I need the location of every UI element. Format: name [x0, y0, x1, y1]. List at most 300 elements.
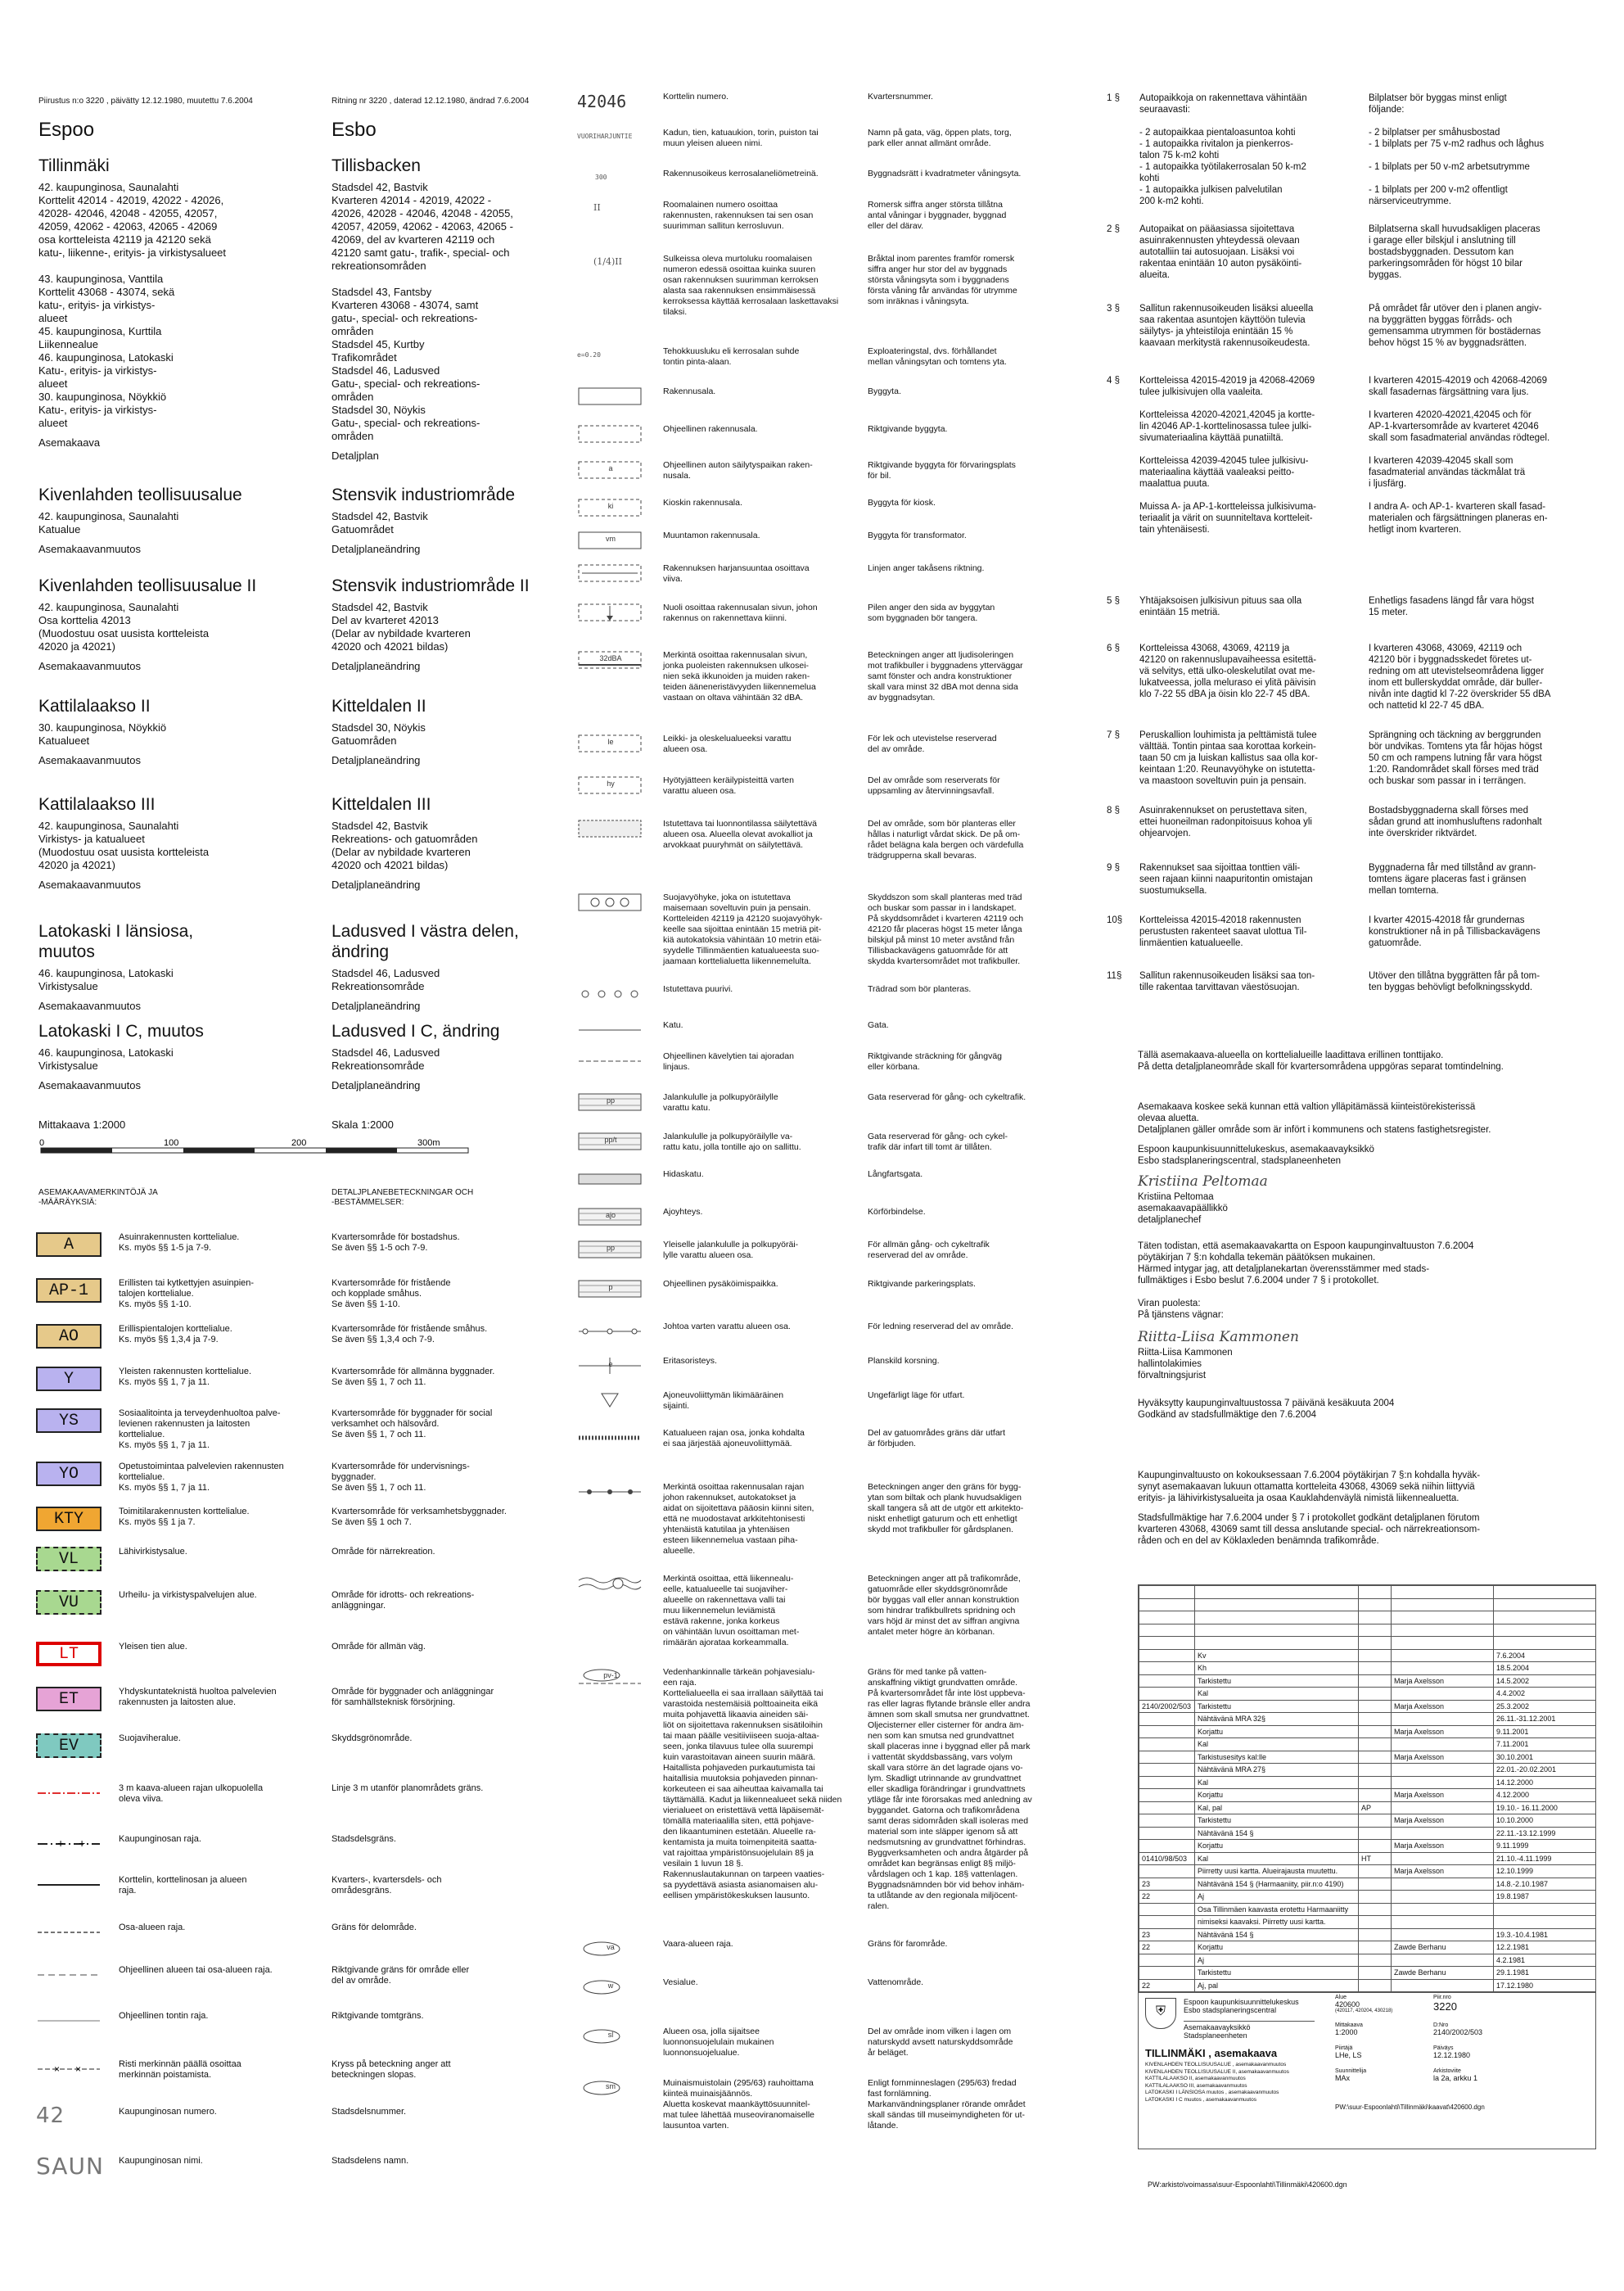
zone-row [0, 1590, 532, 1623]
revision-row [1139, 1637, 1596, 1650]
zone-desc-fi: Urheilu- ja virkistyspalvelujen alue. [119, 1590, 257, 1600]
mark-desc-sv: Exploateringstal, dvs. förhållandet mellan våningsytan och tomtens yta. [868, 346, 1007, 367]
revision-cell: Kal [1195, 1738, 1359, 1751]
area-body: 42. kaupunginosa, Saunalahti Katualue [38, 510, 179, 535]
mark-desc-fi: Jalankululle ja polkupyöräilylle va- rattu katu, jolla tontille ajo on sallittu. [663, 1132, 801, 1152]
area-title: Kattilalaakso II [38, 697, 151, 716]
revision-cell [1359, 1967, 1392, 1980]
mark-symbol [577, 734, 647, 753]
drawn-value: LHe, LS [1335, 2051, 1362, 2059]
plan-type: Detaljplaneändring [332, 754, 421, 766]
plan-type: Detaljplan [332, 450, 379, 462]
revision-cell [1359, 1674, 1392, 1688]
mark-text-sample: II [593, 202, 601, 213]
revision-cell: Marja Axelsson [1392, 1789, 1494, 1802]
line-desc-fi: Kaupunginosan numero. [119, 2107, 217, 2117]
line-symbol [36, 1965, 103, 1989]
revision-cell: 2140/2002/503 [1139, 1700, 1195, 1713]
mark-code: pp [606, 1096, 615, 1105]
revision-cell [1139, 1738, 1195, 1751]
zone-legend [0, 1232, 540, 1781]
revision-cell [1195, 1598, 1359, 1611]
revision-cell [1359, 1688, 1392, 1701]
mark-desc-fi: Alueen osa, jolla sijaitsee luonnonsuojelulain mukainen luonnonsuojelualue. [663, 2027, 774, 2058]
line-symbol [36, 2011, 103, 2035]
area-title: Latokaski I C, muutos [38, 1022, 204, 1041]
mark-desc-fi: Johtoa varten varattu alueen osa. [663, 1322, 791, 1331]
revision-cell [1139, 1776, 1195, 1789]
mark-desc-fi: Muuntamon rakennusala. [663, 531, 760, 540]
mark-desc-sv: Gata reserverad för gång- och cykel- trafik där infart till tomt är tillåten. [868, 1132, 1008, 1152]
legend-head-fi: ASEMAKAAVAMERKINTÖJÄ JA -MÄÄRÄYKSIÄ: [38, 1188, 158, 1207]
revision-cell [1392, 1637, 1494, 1650]
zone-row [0, 1462, 532, 1494]
mark-symbol [577, 819, 647, 838]
paragraph-sv: Enhetligs fasadens längd får vara högst 15 meter. [1369, 596, 1535, 617]
zone-desc-sv: Område för allmän väg. [332, 1642, 426, 1652]
revision-cell [1195, 1586, 1359, 1599]
mark-code: e [608, 1360, 613, 1368]
revision-cell [1139, 1789, 1195, 1802]
revision-cell: 12.10.1999 [1494, 1865, 1596, 1878]
revision-cell [1139, 1598, 1195, 1611]
revision-row [1139, 1700, 1596, 1713]
line-desc-fi: Kaupunginosan raja. [119, 1834, 201, 1844]
revision-row [1139, 1611, 1596, 1624]
revision-cell [1139, 1840, 1195, 1853]
paragraph-sv: I kvarteren 43068, 43069, 42119 och 42120 bör i byggnadsskedet företes ut- redning om att utevistelseområdena ligger inom ett bullerskyddat område, där buller- nivån inte dagtid kl 7-22 överskrider 55 dBA och nattetid kl 22-7 45 dBA. [1369, 644, 1551, 711]
org-sv: Esbo stadsplaneringscentral [1184, 2006, 1277, 2014]
revision-row [1139, 1725, 1596, 1738]
mark-desc-sv: Gräns för med tanke på vatten- anskaffning viktigt grundvatten område. På kvartersområdet får inte löst uppbeva- ras eller lagras flytande bränsle eller andra ämnen som skall smutsa ner grundvattnet. Oljecisterner eller cisterner för andra äm- nen som kan smutsa ned grundvattnet skall placeras inne i byggnad eller på mark i vattentät skyddsbassäng, vars volym skall vara större än det lagrade ojans vo- lym. Skadligt utrinnande av grundvattnet eller skadliga förändringar i grundvattnets ytläge får inte förorsakas med anledning av byggandet. Gatorna och trafikområdena samt deras sidområden skall isoleras med material som inte släpper igenom så att nedsmutsning av grundvattnet förhindras. Byggverksamheten och andra åtgärder på området kan begränsas enligt 8§ miljö- vårdslagen och 1 kap. 18§ vattenlagen. Byggnadsnämnden bör vid behov inhäm- ta utlåtande av den regionala miljöcent- ralen. [868, 1667, 1032, 1911]
regulations [1107, 93, 1614, 1034]
paragraph-fi: Peruskallion louhimista ja pelttämistä tulee välttää. Tontin pintaa saa korottaa korkein- taan 50 cm ja luiskan kallistus saa olla kor- keintaan 1:20. Reunavyöhyke on istutetta- va maastoon soveltuvin puin ja pensain. [1139, 730, 1318, 786]
mark-code: va [607, 1943, 615, 1951]
mark-symbol [577, 2027, 647, 2046]
mark-desc-sv: För allmän gång- och cykeltrafik reserverad del av område. [868, 1240, 990, 1260]
council-decision: Kaupunginvaltuusto on kokouksessaan 7.6.2004 pöytäkirjan 7 §:n kohdalla hyväk- synyt asemakaavan lukuun ottamatta kortteleita 43068, 43069 sekä niihin liittyviä erityis- ja lähivirkistysalueita ja osaa Kauklahdenväylä nimistä liikennealuetta. [1138, 1471, 1481, 1503]
revision-cell [1494, 1586, 1596, 1599]
area-body: 42. kaupunginosa, Saunalahti Osa korttelia 42013 (Muodostuu osat uusista kortteleista 42020 ja 42021) [38, 601, 210, 653]
zone-symbol: Y [36, 1367, 102, 1391]
scale-sv: Skala 1:2000 [332, 1118, 394, 1131]
footer-path: PW:arkisto\voimassa\suur-Espoonlahti\Tillinmäki\420600.dgn [1148, 2180, 1347, 2189]
mark-desc-sv: Byggyta för transformator. [868, 531, 967, 540]
paragraph-sv: Utöver den tillåtna byggrätten får på tom- ten byggas behövligt befolkningsskydd. [1369, 971, 1541, 992]
mark-symbol [577, 563, 647, 583]
plan-sublist: KIVENLAHDEN TEOLLISUUSALUE , asemakaavanmuutos KIVENLAHDEN TEOLLISUUSALUE II, asemakaavanmuutos KATTILALAAKSO II, asemakaavanmuutos KATTILALAAKSO III, asemakaavanmuutos LATOKASKI I LÄNSIOSA muutos , asemakaavanmuutos LATOKASKI I C muutos , asemakaavanmuutos [1145, 2062, 1289, 2103]
date-value: 12.12.1980 [1433, 2051, 1471, 2059]
revision-row [1139, 1801, 1596, 1814]
paragraph-number: 2 § [1107, 224, 1120, 234]
mark-symbol [577, 1169, 647, 1189]
district-number-sample: 42 [36, 2103, 65, 2128]
revision-cell: Tarkistettu [1195, 1814, 1359, 1828]
line-desc-sv: Kvarters-, kvartersdels- och områdesgräns. [332, 1875, 442, 1896]
revision-cell: 17.12.1980 [1494, 1979, 1596, 1992]
revision-table-box [1138, 1584, 1596, 2149]
revision-cell: 18.5.2004 [1494, 1662, 1596, 1675]
revision-row [1139, 1840, 1596, 1853]
zone-row [0, 1367, 532, 1399]
revision-cell: 9.11.1999 [1494, 1840, 1596, 1853]
revision-cell [1139, 1662, 1195, 1675]
zone-desc-sv: Område för byggnader och anläggningar för samhällsteknisk försörjning. [332, 1687, 494, 1707]
zone-desc-fi: Erillisten tai kytkettyjen asuinpien- talojen korttelialue. Ks. myös §§ 1-10. [119, 1278, 255, 1309]
revision-cell: HT [1359, 1852, 1392, 1865]
revision-cell [1392, 1979, 1494, 1992]
zone-row [0, 1232, 532, 1265]
zone-symbol: ET [36, 1687, 102, 1711]
revision-cell [1392, 1713, 1494, 1726]
mark-code: w [607, 1981, 614, 1990]
mark-desc-fi: Eritasoristeys. [663, 1356, 717, 1366]
official: Viran puolesta: På tjänstens vägnar: [1138, 1299, 1224, 1320]
revision-cell [1392, 1852, 1494, 1865]
area-body: 46. kaupunginosa, Latokaski Virkistysalue [38, 1046, 174, 1072]
area-body: 42. kaupunginosa, Saunalahti Virkistys- ja katualueet (Muodostuu osat uusista kortteleista 42020 ja 42021) [38, 820, 210, 871]
zone-desc-sv: Område för närrekreation. [332, 1547, 435, 1557]
zone-desc-sv: Kvartersområde för fristående och kopplade småhus. Se även §§ 1-10. [332, 1278, 451, 1309]
revision-cell [1359, 1751, 1392, 1764]
zone-desc-fi: Yhdyskuntateknistä huoltoa palvelevien rakennusten ja laitosten alue. [119, 1687, 277, 1707]
mark-code: a [608, 464, 613, 472]
mark-code: vm [606, 535, 616, 543]
mark-desc-fi: Katu. [663, 1020, 683, 1030]
revision-cell: 4.4.2002 [1494, 1688, 1596, 1701]
council-decision-sv: Stadsfullmäktige har 7.6.2004 under § 7 i protokollet godkänt detaljplanen förutom kvarteren 43068, 43069 samt till dessa anslutande special- och närrekreationsom- råden och en del av Köklaxleden benämnda trafikområde. [1138, 1513, 1481, 1546]
mark-desc-sv: Enligt fornminneslagen (295/63) fredad fast fornlämning. Markanvändningsplaner rörande området skall sändas till museimyndigheten för ut- låtande. [868, 2078, 1026, 2131]
paragraph-number: 1 § [1107, 93, 1120, 103]
zone-row [0, 1547, 532, 1579]
mark-desc-sv: För ledning reserverad del av område. [868, 1322, 1014, 1331]
revision-cell: 22.01.-20.02.2001 [1494, 1764, 1596, 1777]
revision-row [1139, 1979, 1596, 1992]
mark-desc-fi: Istutettava tai luonnontilassa säilytettävä alueen osa. Alueella olevat avokalliot ja arvokkaat puuryhmät on säilytettävä. [663, 819, 817, 850]
mark-symbol [577, 460, 647, 480]
area-section-sv [332, 921, 602, 1013]
revision-cell [1359, 1865, 1392, 1878]
block-number-sample: 42046 [577, 92, 627, 111]
mark-symbol [577, 1390, 647, 1410]
revision-row [1139, 1649, 1596, 1662]
scale-value: 1:2000 [1335, 2028, 1358, 2036]
revision-cell: 10.10.2000 [1494, 1814, 1596, 1828]
revision-cell [1494, 1598, 1596, 1611]
revision-cell: 22.11.-13.12.1999 [1494, 1827, 1596, 1840]
mark-desc-sv: Riktgivande sträckning för gångväg eller körbana. [868, 1051, 1003, 1072]
line-row [0, 2011, 532, 2044]
line-row [0, 1783, 532, 1816]
revision-cell [1359, 1840, 1392, 1853]
revision-cell [1494, 1611, 1596, 1624]
revision-row [1139, 1954, 1596, 1967]
dno-value: 2140/2002/503 [1433, 2028, 1483, 2036]
zone-desc-fi: Yleisen tien alue. [119, 1642, 187, 1652]
zone-desc-sv: Kvartersområde för allmänna byggnader. Se även §§ 1, 7 och 11. [332, 1367, 495, 1387]
area-label: Alue [1335, 1995, 1347, 2000]
mark-desc-sv: Vattenområde. [868, 1977, 924, 1987]
signature-1: Kristiina Peltomaa [1138, 1173, 1268, 1190]
revision-row [1139, 1776, 1596, 1789]
revision-cell: Korjattu [1195, 1840, 1359, 1853]
revision-cell [1359, 1891, 1392, 1904]
revision-cell: 01410/98/503 [1139, 1852, 1195, 1865]
area-section-sv [332, 794, 602, 892]
mark-desc-fi: Ajoyhteys. [663, 1207, 703, 1217]
line-symbol [36, 1875, 103, 1899]
revision-cell [1139, 1674, 1195, 1688]
fi-city: Espoo [38, 119, 95, 141]
revision-cell: 23 [1139, 1928, 1195, 1941]
area-body: Stadsdel 42, Bastvik Del av kvarteret 42013 (Delar av nybildade kvarteren 42020 och 42021 bildas) [332, 601, 471, 653]
revision-cell [1139, 1751, 1195, 1764]
zone-row [0, 1687, 532, 1719]
revision-cell [1392, 1891, 1494, 1904]
zone-row [0, 1642, 532, 1674]
area-section-fi [38, 696, 309, 767]
revision-row [1139, 1598, 1596, 1611]
mark-symbol [577, 2078, 647, 2098]
revision-cell: 7.6.2004 [1494, 1649, 1596, 1662]
revision-cell: Kv [1195, 1649, 1359, 1662]
paragraph-sv: Bostadsbyggnaderna skall förses med sådan grund att inomhusluftens radonhalt inte överskrider riktvärdet. [1369, 806, 1542, 838]
legend-head-sv: DETALJPLANEBETECKNINGAR OCH -BESTÄMMELSER: [332, 1188, 474, 1207]
area-small: (420117, 420204, 430218) [1335, 2009, 1393, 2013]
line-desc-fi: Ohjeellinen alueen tai osa-alueen raja. [119, 1965, 273, 1975]
revision-cell [1359, 1700, 1392, 1713]
mark-symbol [577, 892, 647, 912]
revision-cell: Marja Axelsson [1392, 1700, 1494, 1713]
mark-symbol [577, 254, 647, 273]
paragraph-sv: Sprängning och täckning av berggrunden bör undvikas. Tomtens yta får höjas högst 50 cm och rampens lutning får vara högst 1:20. Randområdet skall förses med träd och buskar som passar in i terrängen. [1369, 730, 1543, 786]
line-desc-sv: Riktgivande gräns för område eller del av område. [332, 1965, 470, 1986]
revision-cell [1195, 1611, 1359, 1624]
revision-cell [1392, 1916, 1494, 1929]
area-section-fi [38, 794, 309, 892]
mark-symbol [577, 1020, 647, 1040]
mark-desc-fi: Rakennusoikeus kerrosalaneliömetreinä. [663, 169, 819, 178]
revision-cell: 29.1.1981 [1494, 1967, 1596, 1980]
revision-cell: 30.10.2001 [1494, 1751, 1596, 1764]
paragraph-number: 8 § [1107, 806, 1120, 816]
note-office: Espoon kaupunkisuunnittelukeskus, asemakaavayksikkö Esbo stadsplaneringscentral, stadsplaneenheten [1138, 1145, 1374, 1166]
revision-cell: Marja Axelsson [1392, 1674, 1494, 1688]
revision-cell [1359, 1624, 1392, 1637]
title-block [1139, 1992, 1595, 2149]
mark-desc-fi: Istutettava puurivi. [663, 984, 733, 994]
revision-cell [1392, 1954, 1494, 1967]
zone-desc-fi: Erillispientalojen korttelialue. Ks. myös §§ 1,3,4 ja 7-9. [119, 1324, 232, 1344]
line-desc-fi: Korttelin, korttelinosan ja alueen raja. [119, 1875, 247, 1896]
revision-cell: Marja Axelsson [1392, 1751, 1494, 1764]
scale-tick: 300m [417, 1138, 440, 1148]
mark-desc-sv: Trädrad som bör planteras. [868, 984, 972, 994]
revision-cell: Piirretty uusi kartta. Alueirajausta muutettu. [1195, 1865, 1359, 1878]
revision-cell [1392, 1801, 1494, 1814]
revision-cell: Tarkistettu [1195, 1700, 1359, 1713]
mark-desc-fi: Vesialue. [663, 1977, 698, 1987]
paragraph-fi: Sallitun rakennusoikeuden lisäksi saa ton- tille rakentaa tarvittavan väestösuojan. [1139, 971, 1315, 992]
zone-symbol: YS [36, 1408, 102, 1433]
revision-row [1139, 1624, 1596, 1637]
revision-cell: 19.8.1987 [1494, 1891, 1596, 1904]
revision-row [1139, 1941, 1596, 1954]
mark-desc-fi: Hyötyjätteen keräilypisteittä varten varattu alueen osa. [663, 775, 794, 796]
line-symbol [36, 2059, 103, 2083]
line-row [0, 1875, 532, 1908]
mark-desc-fi: Leikki- ja oleskelualueeksi varattu alueen osa. [663, 734, 792, 754]
mark-code: p [608, 1283, 613, 1291]
revision-cell [1392, 1598, 1494, 1611]
revision-cell [1359, 1776, 1392, 1789]
mark-symbol [577, 1322, 647, 1341]
zone-row [0, 1408, 532, 1450]
area-body: 42. kaupunginosa, Saunalahti Korttelit 42014 - 42019, 42022 - 42026, 42028- 42046, 42048 - 42055, 42057, 42059, 42062 - 42063, 42065 - 42069 osa kortteleista 42119 ja 42120 sekä katu-, liikenne-, erityis- ja virkistysalueet 43. kaupunginosa, Vanttila Korttelit 43068 - 43074, sekä katu-, erityis- ja virkistys- alueet 45. kaupunginosa, Kurttila Liikennealue 46. kaupunginosa, Latokaski Katu-, erityis- ja virkistys- alueet 30. kaupunginosa, Nöykkiö Katu-, erityis- ja virkistys- alueet [38, 181, 227, 429]
mark-symbol [577, 346, 647, 366]
signer-1: Kristiina Peltomaa asemakaavapäällikkö detaljplanechef [1138, 1192, 1228, 1225]
line-symbol [36, 1783, 103, 1807]
mark-text-sample: e=0.20 [577, 351, 601, 359]
zone-desc-fi: Toimitilarakennusten korttelialue. Ks. myös §§ 1 ja 7. [119, 1507, 250, 1527]
area-title: Kivenlahden teollisuusalue [38, 486, 242, 504]
mark-code: le [607, 738, 614, 746]
mark-symbol [577, 386, 647, 406]
mark-symbol [577, 169, 647, 188]
mark-symbol [577, 775, 647, 795]
scale-label: Mittakaava [1335, 2022, 1363, 2028]
mark-desc-sv: Kvartersnummer. [868, 92, 933, 102]
paragraph-sv: Byggnaderna får med tillstånd av grann- tomtens ägare placeras fast i gränsen mellan tomterna. [1369, 863, 1536, 896]
revision-row [1139, 1738, 1596, 1751]
zone-symbol: VL [36, 1547, 102, 1571]
mark-symbol [577, 1279, 647, 1299]
plan-type: Detaljplaneändring [332, 543, 421, 555]
mark-desc-fi: Nuoli osoittaa rakennusalan sivun, johon rakennus on rakennettava kiinni. [663, 603, 818, 623]
certificate: Täten todistan, että asemakaavakartta on Espoon kaupunginvaltuuston 7.6.2004 pöytäkirjan 7 §:n kohdalla tekemän päätöksen mukainen. Härmed intygar jag, att detaljplanekartan överensstämmer med stads- fullmäktiges i Esbo beslut 7.6.2004 under 7 § i protokollet. [1138, 1241, 1474, 1286]
line-desc-fi: Risti merkinnän päällä osoittaa merkinnän poistamista. [119, 2059, 241, 2080]
dno-label: D:Nro [1433, 2022, 1449, 2028]
area-title: Kitteldalen II [332, 697, 426, 716]
revision-cell [1494, 1903, 1596, 1916]
revision-cell [1139, 1814, 1195, 1828]
revision-cell: Nähtävänä MRA 32§ [1195, 1713, 1359, 1726]
zone-desc-fi: Yleisten rakennusten korttelialue. Ks. myös §§ 1, 7 ja 11. [119, 1367, 252, 1387]
drawing-label: Piir.nro [1433, 1995, 1451, 2000]
zone-desc-fi: Lähivirkistysalue. [119, 1547, 187, 1557]
revision-cell [1359, 1764, 1392, 1777]
mark-desc-fi: Jalankululle ja polkupyöräilylle varattu katu. [663, 1092, 778, 1113]
revision-cell [1392, 1903, 1494, 1916]
mark-symbol [577, 1939, 647, 1959]
mark-code: sm [606, 2082, 616, 2090]
revision-cell [1392, 1649, 1494, 1662]
revision-cell: 23 [1139, 1878, 1195, 1891]
line-desc-sv: Linje 3 m utanför planområdets gräns. [332, 1783, 484, 1793]
mark-desc-sv: Del av område, som bör planteras eller hållas i naturligt vårdat skick. De på om- rådet belägna kala bergen och värdefulla trädgrupperna skall bevaras. [868, 819, 1024, 861]
revision-cell: Tarkistettu [1195, 1967, 1359, 1980]
revision-cell [1139, 1967, 1195, 1980]
fi-meta: Piirustus n:o 3220 , päivätty 12.12.1980, muutettu 7.6.2004 [38, 97, 253, 106]
drawn-label: Piirtäjä [1335, 2045, 1353, 2051]
mark-desc-sv: Långfartsgata. [868, 1169, 923, 1179]
revision-row [1139, 1852, 1596, 1865]
mark-desc-fi: Vedenhankinnalle tärkeän pohjavesialu- een raja. Korttelialueella ei saa irrallaan säilyttää tai varastoida nestemäisiä polttoaineita eikä muita pohjavettä likaavia aineiden säi- liöt on sijoitettava rakennuksen sisätiloihin tai maan päälle vesitiiviiseen suoja-altaa- seen, jonka tilavuus tulee olla suurempi kuin varastoitavan aineen suurin määrä. Haitallista pohjaveden purkautumista tai haitallisia muutoksia pohjaveden pinnan- korkeuteen ei saa aiheuttaa kaivamalla tai täyttämällä. Kadut ja liikennealueet sekä niiden vierialueet on eristettävä vettä läpäisemät- tömällä materiaalilla siten, että pohjave- den likaantuminen estetään. Alueelle ra- kentamista ja muita toimenpiteitä saatta- vat rajoittaa ympäristönsuojelulain 8§ ja vesilain 1 luvun 18 §. Rakennuslautakunnan on tarpeen vaaties- sa pyydettävä asiasta asianomaisen alu- eellisen ympäristökeskuksen lausunto. [663, 1667, 842, 1900]
line-legend [0, 1783, 540, 2275]
paragraph-number: 10§ [1107, 915, 1123, 925]
svg-text:+: + [57, 1837, 65, 1850]
mark-symbol [577, 498, 647, 517]
revision-cell: Kal, pal [1195, 1801, 1359, 1814]
revision-cell: Marja Axelsson [1392, 1814, 1494, 1828]
plan-type: Asemakaavanmuutos [38, 754, 142, 766]
revision-cell [1195, 1637, 1359, 1650]
revision-row [1139, 1688, 1596, 1701]
zone-row [0, 1733, 532, 1766]
revision-cell: 19.3.-10.4.1981 [1494, 1928, 1596, 1941]
paragraph-fi: Yhtäjaksoisen julkisivun pituus saa olla enintään 15 metriä. [1139, 596, 1302, 617]
mark-symbol [577, 1051, 647, 1071]
annex-label: Arkistoviite [1433, 2068, 1461, 2074]
area-title: Stensvik industriområde [332, 486, 516, 504]
mark-desc-sv: Romersk siffra anger största tillåtna antal våningar i byggnader, byggnad eller del därav. [868, 200, 1007, 231]
unit-sv: Stadsplaneenheten [1184, 2031, 1247, 2040]
revision-cell: 21.10.-4.11.1999 [1494, 1852, 1596, 1865]
zone-symbol: YO [36, 1462, 102, 1486]
plan-type: Detaljplaneändring [332, 1000, 421, 1012]
area-section-sv [332, 576, 602, 673]
revision-cell [1359, 1713, 1392, 1726]
paragraph-fi: Kortteleissa 42015-42018 rakennusten perustusten rakenteet saavat ulottua Til- linmäentien katualueelle. [1139, 915, 1307, 948]
paragraph-fi: Kortteleissa 42015-42019 ja 42068-42069 tulee julkisivujen olla vaaleita. Kortteleissa 42020-42021,42045 ja kortte- lin 42046 AP-1-korttelinosassa tulee julki- sivumateriaalina käyttää punatiiltä. Kortteleissa 42039-42045 tulee julkisivu- materiaalina käyttää vaaleaksi peitto- maalattua puuta. Muissa A- ja AP-1-kortteleissa julkisivuma- teriaalit ja värit on suunniteltava kortteleit- tain yhtenäisesti. [1139, 376, 1317, 535]
mark-desc-fi: Merkintä osoittaa rakennusalan rajan johon rakennukset, autokatokset ja aidat on sijoitettava pääosin kiinni siten, että ne muodostavat arkkitehtonisesti yhtenäistä katutilaa ja yhtenäisen esteen liikennemelua vastaan piha- alueelle. [663, 1482, 814, 1556]
area-section-fi [38, 921, 309, 1013]
revision-row [1139, 1865, 1596, 1878]
annex-value: la 2a, arkku 1 [1433, 2074, 1478, 2082]
zone-row [0, 1507, 532, 1539]
zone-desc-fi: Asuinrakennusten korttelialue. Ks. myös §§ 1-5 ja 7-9. [119, 1232, 240, 1253]
revision-row [1139, 1586, 1596, 1599]
area-section-sv [332, 1021, 602, 1092]
mark-symbol [577, 128, 647, 147]
line-desc-sv: Gräns för delområde. [332, 1923, 417, 1932]
revision-cell [1494, 1916, 1596, 1929]
revision-cell: Zawde Berhanu [1392, 1941, 1494, 1954]
zone-desc-fi: Sosiaalitointa ja terveydenhuoltoa palve- levienen rakennusten ja laitosten korttelialue. Ks. myös §§ 1, 7 ja 11. [119, 1408, 281, 1450]
area-section-fi [38, 485, 309, 556]
area-body: Stadsdel 42, Bastvik Gatuområdet [332, 510, 428, 535]
paragraph-number: 7 § [1107, 730, 1120, 740]
mark-desc-fi: Ohjeellinen kävelytien tai ajoradan linjaus. [663, 1051, 794, 1072]
revision-cell: Nähtävänä MRA 27§ [1195, 1764, 1359, 1777]
line-desc-sv: Riktgivande tomtgräns. [332, 2011, 424, 2021]
revision-cell [1139, 1801, 1195, 1814]
paragraph-number: 11§ [1107, 971, 1122, 981]
paragraph-fi: Kortteleissa 43068, 43069, 42119 ja 42120 on rakennuslupavaiheessa esitettä- vä selvitys, että ulko-oleskelutilat ovat me- lukatveessa, jolla meluraso ei ylitä päivisin klo 7-22 55 dBA ja öisin klo 22-7 45 dBA. [1139, 644, 1317, 699]
revision-cell: Aj [1195, 1954, 1359, 1967]
revision-cell: Marja Axelsson [1392, 1865, 1494, 1878]
svg-text:×: × [75, 2063, 82, 2075]
area-value: 420600 [1335, 2000, 1360, 2009]
line-row [0, 2153, 532, 2189]
area-title: Tillisbacken [332, 156, 421, 175]
mark-desc-fi: Rakennuksen harjansuuntaa osoittava viiva. [663, 563, 810, 584]
area-section-sv [332, 156, 602, 463]
mark-desc-sv: Skyddszon som skall planteras med träd och buskar som passar in i landskapet. På skyddsområdet i kvarteren 42119 och 42120 får placeras högst 15 meter långa bilskjul på minst 10 meter avstånd från Tillisbackavägens gatuområde för att skydda kvartersområdet mot trafikbuller. [868, 892, 1024, 966]
mark-desc-sv: Gräns för farområde. [868, 1939, 948, 1949]
mark-desc-fi: Tehokkuusluku eli kerrosalan suhde tontin pinta-alaan. [663, 346, 800, 367]
area-body: Stadsdel 46, Ladusved Rekreationsområde [332, 1046, 440, 1072]
